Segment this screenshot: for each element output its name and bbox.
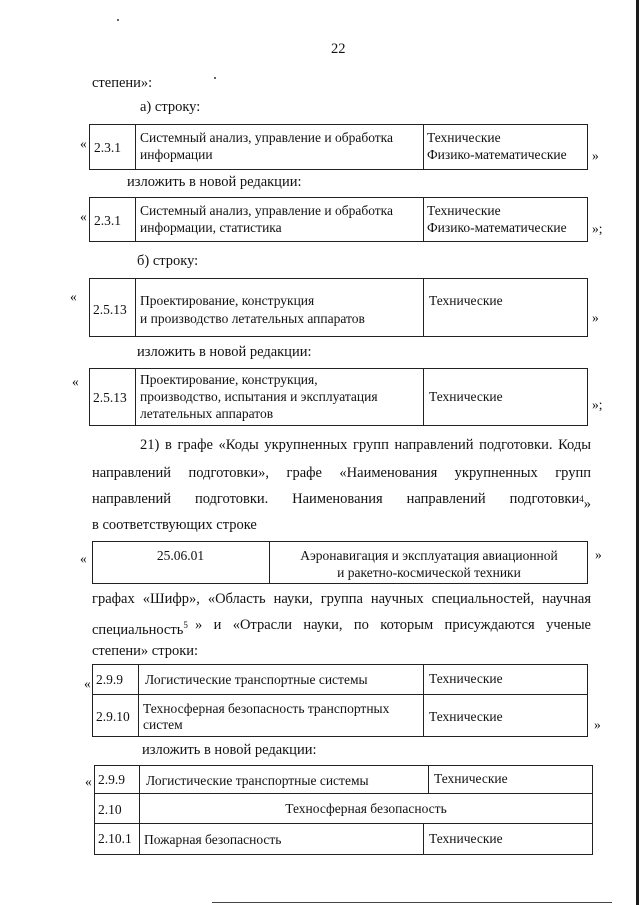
quote-open: « <box>80 136 87 151</box>
t4-name-1: Проектирование, конструкция, <box>140 372 318 387</box>
t7-row1-branch: Технические <box>434 771 508 786</box>
t6-row1-branch: Технические <box>429 671 503 686</box>
para21-line3-end: » <box>583 495 591 512</box>
scan-speck <box>214 77 216 79</box>
t2-code: 2.3.1 <box>94 213 121 228</box>
t7-row1-name: Логистические транспортные системы <box>146 773 369 788</box>
t7-row2-name: Техносферная безопасность <box>285 801 447 816</box>
para-graf-line3: степени» строки: <box>92 643 199 659</box>
t4-name-3: летательных аппаратов <box>140 406 274 421</box>
page-number: 22 <box>331 41 346 57</box>
t4-name-2: производство, испытания и эксплуатация <box>140 389 378 404</box>
para21-line3-main: направлений подготовки. Наименования направлений подготовки <box>92 491 580 507</box>
t2-name-1: Системный анализ, управление и обработка <box>140 203 394 218</box>
t5-name-1: Аэронавигация и эксплуатация авиационной <box>300 548 558 563</box>
replace-text-3: изложить в новой редакции: <box>142 742 317 758</box>
item-a-label: а) строку: <box>140 99 201 115</box>
para21-line3 <box>92 490 591 513</box>
t2-branch-1: Технические <box>427 203 501 218</box>
footnote-ref-4: 4 <box>579 494 584 504</box>
t3-name-2: и производство летательных аппаратов <box>140 311 365 326</box>
t3-name-1: Проектирование, конструкция <box>140 293 315 308</box>
quote-open: « <box>80 209 87 224</box>
footnote-ref-5: 5 <box>183 620 188 630</box>
t1-name-1: Системный анализ, управление и обработка <box>140 130 394 145</box>
quote-open: « <box>85 774 92 789</box>
t1-branch-1: Технические <box>427 130 501 145</box>
para-graf-line2-b: » и «Отрасли науки, по которым присуждаются ученые <box>195 617 591 633</box>
quote-close: » <box>594 717 601 732</box>
item-b-label: б) строку: <box>137 253 199 269</box>
t7-row1-code: 2.9.9 <box>98 772 125 787</box>
t2-branch-2: Физико-математические <box>427 220 567 235</box>
t1-branch-2: Физико-математические <box>427 147 567 162</box>
quote-open: « <box>84 676 91 691</box>
page-edge <box>636 0 639 905</box>
t7-row3-branch: Технические <box>429 831 503 846</box>
t1-code: 2.3.1 <box>94 140 121 155</box>
t5-code: 25.06.01 <box>156 548 205 563</box>
para21-line1: 21) в графе «Коды укрупненных групп направлений подготовки. Коды <box>140 437 591 453</box>
t3-code: 2.5.13 <box>93 302 127 317</box>
t5-name-2: и ракетно-космической техники <box>337 565 521 580</box>
t7-row3-name: Пожарная безопасность <box>144 832 282 847</box>
scan-bottom-line <box>212 902 612 903</box>
para21-line2: направлений подготовки», графе «Наименования укрупненных групп <box>92 465 591 481</box>
quote-open: « <box>80 551 87 566</box>
quote-close-semi: »; <box>592 397 603 412</box>
t3-branch: Технические <box>429 293 503 308</box>
replace-text-1: изложить в новой редакции: <box>127 174 302 190</box>
para-graf-line1: графах «Шифр», «Область науки, группа научных специальностей, научная <box>92 591 591 607</box>
quote-open: « <box>70 289 77 304</box>
t6-row2-code: 2.9.10 <box>96 709 130 724</box>
para-graf-line2-a: специальность <box>92 621 184 638</box>
t4-branch: Технические <box>429 389 503 404</box>
quote-close: » <box>592 310 599 325</box>
quote-close-semi: »; <box>592 221 603 236</box>
text-stepeni: степени»: <box>92 75 153 91</box>
t6-row2-name-2: систем <box>143 717 183 732</box>
t4-code: 2.5.13 <box>93 390 127 405</box>
scan-speck <box>117 19 119 21</box>
t7-row2-code: 2.10 <box>98 802 122 817</box>
para21-line4: в соответствующих строке <box>92 517 257 533</box>
t1-name-2: информации <box>140 147 213 162</box>
quote-close: » <box>592 148 599 163</box>
t2-name-2: информации, статистика <box>140 220 282 235</box>
para-graf-line2 <box>92 616 591 639</box>
t6-row1-code: 2.9.9 <box>96 672 123 687</box>
t6-row1-name: Логистические транспортные системы <box>145 672 368 687</box>
quote-close: » <box>595 547 602 562</box>
replace-text-2: изложить в новой редакции: <box>137 344 312 360</box>
t7-row3-code: 2.10.1 <box>98 831 132 846</box>
quote-open: « <box>72 374 79 389</box>
t6-row2-name-1: Техносферная безопасность транспортных <box>143 701 390 716</box>
t6-row2-branch: Технические <box>429 709 503 724</box>
